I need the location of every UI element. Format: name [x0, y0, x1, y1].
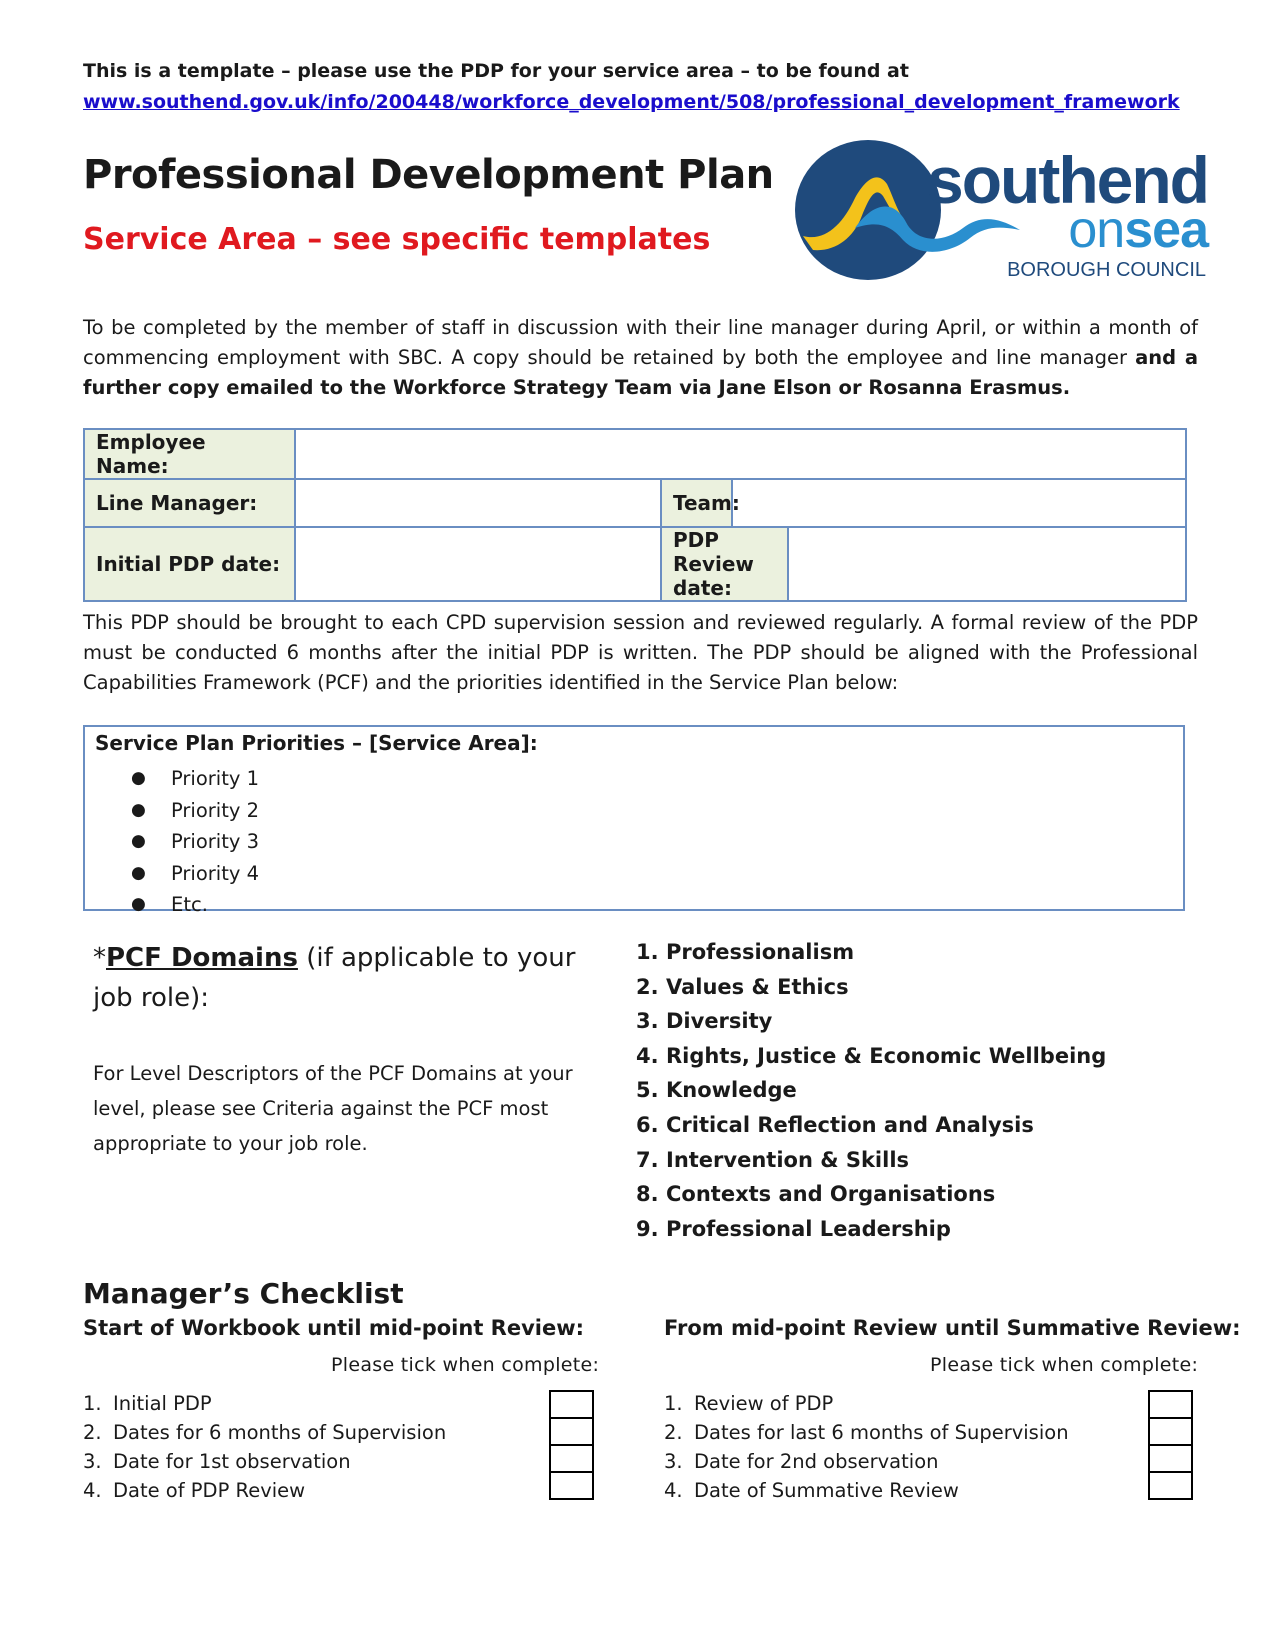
tick-checkbox[interactable]	[1148, 1471, 1193, 1500]
tick-checkbox[interactable]	[1148, 1444, 1193, 1473]
list-item: 4. Date of PDP Review	[83, 1479, 306, 1502]
tick-checkbox[interactable]	[549, 1390, 594, 1419]
tick-checkbox[interactable]	[1148, 1417, 1193, 1446]
intro-paragraph	[83, 313, 1198, 403]
bullet-icon: ●	[131, 831, 146, 851]
tick-checkbox[interactable]	[549, 1417, 594, 1446]
right-tick-boxes	[1148, 1390, 1193, 1500]
initial-pdp-date-field[interactable]	[295, 527, 661, 601]
right-checklist-subtitle: From mid-point Review until Summative Review:	[664, 1316, 1241, 1340]
tick-checkbox[interactable]	[549, 1471, 594, 1500]
bullet-icon: ●	[131, 768, 146, 788]
pdp-review-date-label: PDP Review date:	[661, 527, 788, 601]
line-manager-label: Line Manager:	[84, 479, 295, 527]
list-item: 2. Dates for last 6 months of Supervision	[664, 1421, 1069, 1444]
pcf-domains-heading: *PCF Domains (if applicable to your job role):	[93, 943, 576, 1013]
logo-text-onsea	[1068, 201, 1210, 259]
checklist-title: Manager’s Checklist	[83, 1277, 404, 1310]
list-item: ● Priority 2	[85, 795, 259, 827]
bullet-icon: ●	[131, 799, 146, 820]
list-item: ● Priority 1	[85, 763, 259, 795]
list-item: 9. Professional Leadership	[636, 1216, 951, 1241]
list-item: ● Priority 4	[85, 858, 259, 890]
list-item: 2. Values & Ethics	[636, 974, 849, 999]
southend-on-sea-logo	[795, 140, 1210, 295]
list-item: 3. Date for 1st observation	[83, 1450, 351, 1473]
tick-checkbox[interactable]	[1148, 1390, 1193, 1419]
left-checklist-subtitle: Start of Workbook until mid-point Review:	[83, 1316, 585, 1340]
initial-pdp-date-label: Initial PDP date:	[84, 527, 295, 601]
pcf-description: For Level Descriptors of the PCF Domains at your level, please see Criteria against the PCF most appropriate to your job role.	[93, 1062, 573, 1155]
logo-text-southend: southend	[927, 143, 1208, 217]
employee-info-table	[83, 428, 1187, 602]
logo-text-on: on	[1068, 201, 1125, 259]
list-item: 5. Knowledge	[636, 1078, 797, 1103]
logo-circle	[795, 140, 941, 280]
left-tick-note: Please tick when complete:	[331, 1354, 600, 1376]
pdp-review-date-field[interactable]	[788, 527, 1186, 601]
list-item: ● Priority 3	[85, 826, 259, 858]
service-plan-heading: Service Plan Priorities – [Service Area]:	[95, 731, 538, 755]
left-checklist	[83, 1392, 446, 1508]
list-item: ● Etc.	[85, 889, 259, 921]
review-paragraph: This PDP should be brought to each CPD supervision session and reviewed regularly. A formal review of the PDP must be conducted 6 months after the initial PDP is written. The PDP should be aligned with the Professional Capabilities Framework (PCF) and the priorities identified in the Service Plan below:	[83, 611, 1198, 694]
right-checklist	[664, 1392, 1069, 1508]
logo-text-sea: sea	[1124, 201, 1208, 259]
pdp-framework-link[interactable]: www.southend.gov.uk/info/200448/workforce_development/508/professional_development_framework	[83, 91, 1180, 113]
team-field[interactable]	[732, 479, 1186, 527]
bullet-icon: ●	[131, 894, 146, 914]
list-item: 6. Critical Reflection and Analysis	[636, 1112, 1034, 1137]
list-item: 2. Dates for 6 months of Supervision	[83, 1421, 447, 1444]
page-title: Professional Development Plan	[83, 152, 774, 198]
tick-checkbox[interactable]	[549, 1444, 594, 1473]
intro-paragraph-bold: and a further copy emailed to the Workforce Strategy Team via Jane Elson or Rosanna Erasmus.	[83, 346, 1198, 399]
list-item: 1. Professionalism	[636, 940, 855, 964]
list-item: 4. Date of Summative Review	[664, 1479, 959, 1502]
line-manager-field[interactable]	[295, 479, 661, 527]
logo-text-borough: BOROUGH COUNCIL	[1007, 259, 1206, 281]
list-item: 3. Date for 2nd observation	[664, 1450, 939, 1473]
page-subtitle: Service Area – see specific templates	[83, 222, 711, 257]
service-plan-box	[83, 725, 1185, 916]
priority-list	[85, 763, 259, 921]
pcf-domains-link[interactable]: PCF Domains	[106, 943, 298, 973]
employee-name-field[interactable]	[295, 429, 1186, 479]
pcf-domain-list	[636, 940, 1106, 1251]
list-item: 7. Intervention & Skills	[636, 1147, 910, 1172]
list-item: 1. Initial PDP	[83, 1392, 212, 1415]
right-tick-note: Please tick when complete:	[930, 1354, 1199, 1376]
bullet-icon: ●	[131, 862, 146, 883]
list-item: 8. Contexts and Organisations	[636, 1182, 996, 1207]
template-notice: This is a template – please use the PDP for your service area – to be found at	[83, 60, 909, 82]
left-tick-boxes	[549, 1390, 594, 1500]
team-label: Team:	[661, 479, 732, 527]
employee-name-label: Employee Name:	[84, 429, 295, 479]
intro-paragraph-normal: To be completed by the member of staff in discussion with their line manager during April, or within a month of commencing employment with SBC. A copy should be retained by both the employee and line manager	[83, 316, 1198, 369]
list-item: 1. Review of PDP	[664, 1392, 834, 1415]
list-item: 3. Diversity	[636, 1009, 773, 1034]
list-item: 4. Rights, Justice & Economic Wellbeing	[636, 1043, 1107, 1068]
